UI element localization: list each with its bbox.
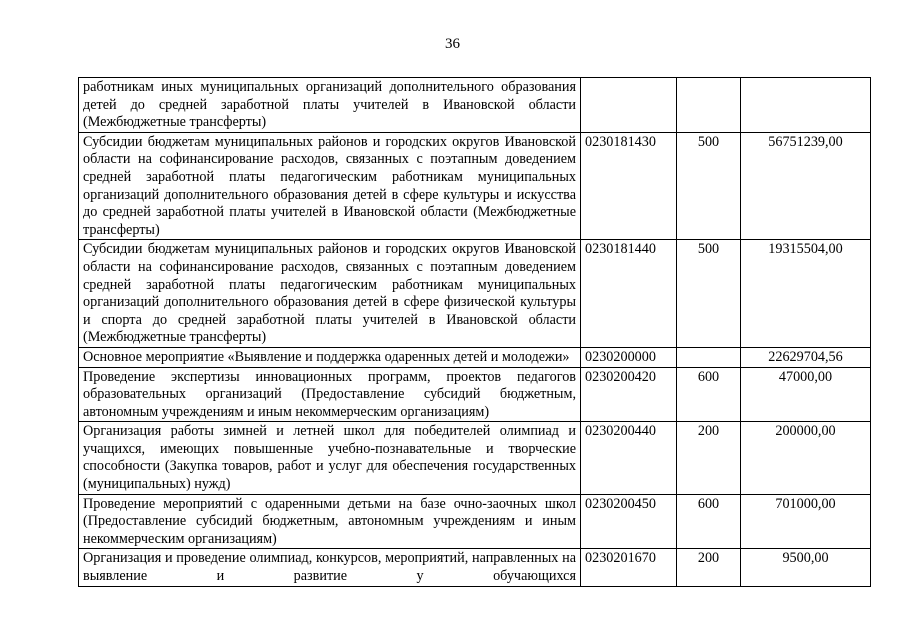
row-expense-type: 200 xyxy=(677,549,741,586)
row-expense-type xyxy=(677,78,741,133)
row-expense-type: 500 xyxy=(677,240,741,348)
row-target-code: 0230200450 xyxy=(581,494,677,549)
row-target-code: 0230201670 xyxy=(581,549,677,586)
row-description: Проведение мероприятий с одаренными детьми на базе очно-заочных школ (Предоставление субсидий бюджетным, автономным учреждениям и иным некоммерческим организациям) xyxy=(79,494,581,549)
row-amount: 9500,00 xyxy=(741,549,871,586)
row-description: Организация и проведение олимпиад, конкурсов, мероприятий, направленных на выявление и развитие у обучающихся xyxy=(79,549,581,586)
row-amount xyxy=(741,78,871,133)
row-expense-type: 500 xyxy=(677,132,741,240)
table-row xyxy=(79,132,871,240)
table-row xyxy=(79,367,871,422)
row-amount: 701000,00 xyxy=(741,494,871,549)
row-description: Основное мероприятие «Выявление и поддержка одаренных детей и молодежи» xyxy=(79,347,581,367)
row-target-code: 0230200440 xyxy=(581,422,677,494)
row-expense-type: 200 xyxy=(677,422,741,494)
row-amount: 47000,00 xyxy=(741,367,871,422)
table-row xyxy=(79,422,871,494)
row-description: Субсидии бюджетам муниципальных районов и городских округов Ивановской области на софинансирование расходов, связанных с поэтапным доведением средней заработной платы педагогическим работникам муниципальных организаций дополнительного образования детей в сфере культуры и искусства до средней заработной платы учителей в Ивановской области (Межбюджетные трансферты) xyxy=(79,132,581,240)
row-description: Субсидии бюджетам муниципальных районов и городских округов Ивановской области на софинансирование расходов, связанных с поэтапным доведением средней заработной платы педагогическим работникам муниципальных организаций дополнительного образования детей в сфере физической культуры и спорта до средней заработной платы учителей в Ивановской области (Межбюджетные трансферты) xyxy=(79,240,581,348)
row-expense-type xyxy=(677,347,741,367)
table-row xyxy=(79,240,871,348)
row-target-code: 0230181440 xyxy=(581,240,677,348)
row-amount: 22629704,56 xyxy=(741,347,871,367)
row-target-code: 0230200000 xyxy=(581,347,677,367)
page-number: 36 xyxy=(445,36,460,52)
row-target-code: 0230200420 xyxy=(581,367,677,422)
row-amount: 56751239,00 xyxy=(741,132,871,240)
row-amount: 19315504,00 xyxy=(741,240,871,348)
row-description: работникам иных муниципальных организаций дополнительного образования детей до средней заработной платы учителей в Ивановской области (Межбюджетные трансферты) xyxy=(79,78,581,133)
row-amount: 200000,00 xyxy=(741,422,871,494)
row-target-code xyxy=(581,78,677,133)
row-expense-type: 600 xyxy=(677,367,741,422)
table-row xyxy=(79,549,871,586)
table-row xyxy=(79,78,871,133)
budget-table xyxy=(78,77,871,587)
row-target-code: 0230181430 xyxy=(581,132,677,240)
row-expense-type: 600 xyxy=(677,494,741,549)
table-row xyxy=(79,347,871,367)
row-description: Проведение экспертизы инновационных программ, проектов педагогов образовательных организаций (Предоставление субсидий бюджетным, автономным учреждениям и иным некоммерческим организациям) xyxy=(79,367,581,422)
row-description: Организация работы зимней и летней школ для победителей олимпиад и учащихся, имеющих повышенные учебно-познавательные и творческие способности (Закупка товаров, работ и услуг для обеспечения государственных (муниципальных) нужд) xyxy=(79,422,581,494)
table-row xyxy=(79,494,871,549)
